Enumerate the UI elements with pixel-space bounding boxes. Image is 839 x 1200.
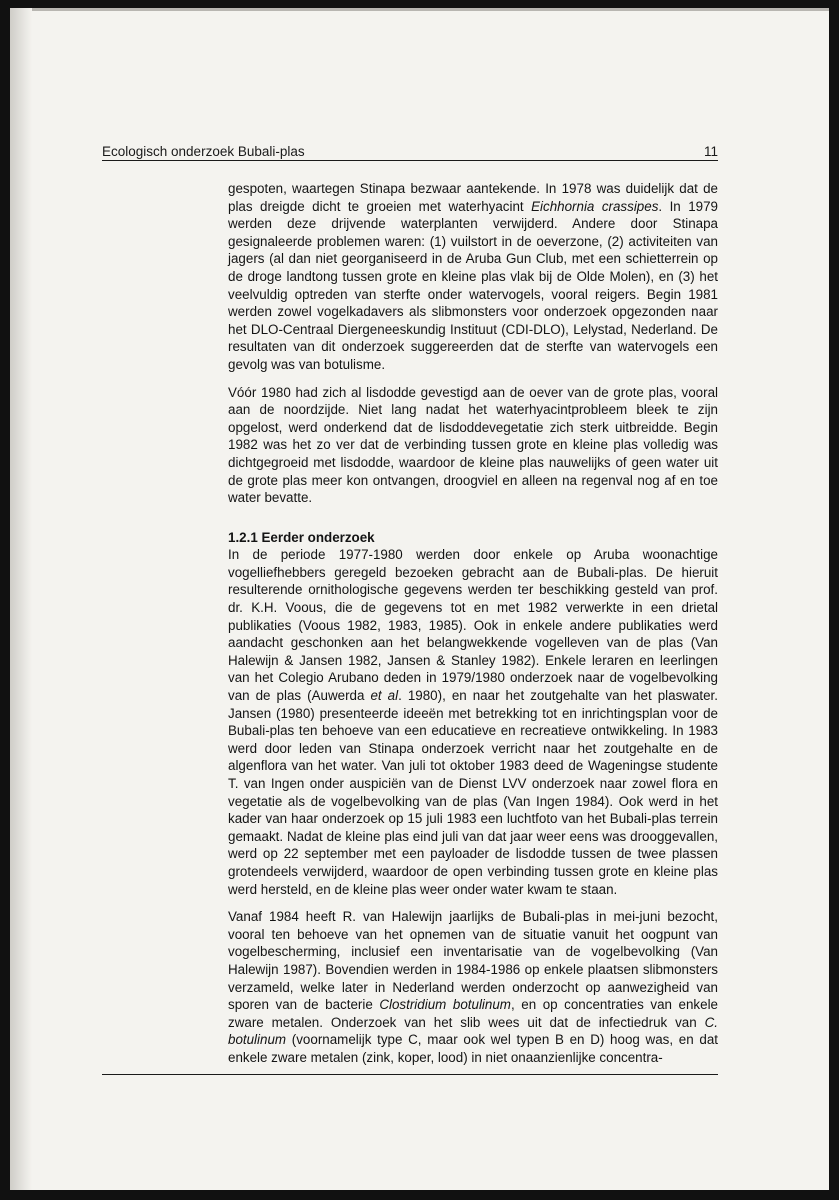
running-head — [102, 144, 718, 161]
binding-shadow — [10, 8, 32, 1190]
page-top-edge — [10, 8, 829, 11]
paragraph: gespoten, waartegen Stinapa bezwaar aantekende. In 1978 was duidelijk dat de plas dreigde dicht te groeien met waterhyacint Eichhornia crassipes. In 1979 werden deze drijvende waterplanten verwijderd. Andere door Stinapa gesignaleerde problemen waren: (1) vuilstort in de oeverzone, (2) activiteiten van jagers (al dan niet georganiseerd in de Aruba Gun Club, met een schietterrein op de droge landtong tussen grote en kleine plas vlak bij de Olde Molen), en (3) het veelvuldig optreden van sterfte onder watervogels, vooral reigers. Begin 1981 werden zowel vogelkadavers als slibmonsters voor onderzoek opgezonden naar het DLO-Centraal Diergeneeskundig Instituut (CDI-DLO), Lelystad, Nederland. De resultaten van dit onderzoek suggereerden dat de sterfte van watervogels een gevolg was van botulisme. — [228, 181, 718, 372]
section-heading: 1.2.1 Eerder onderzoek — [228, 529, 375, 545]
page-number: 11 — [703, 144, 718, 159]
document-page — [10, 8, 829, 1190]
footer-rule — [102, 1074, 718, 1075]
body-text — [228, 180, 718, 1077]
running-head-title: Ecologisch onderzoek Bubali-plas — [102, 144, 305, 159]
paragraph: Vanaf 1984 heeft R. van Halewijn jaarlijks de Bubali-plas in mei-juni bezocht, vooral ten behoeve van het opnemen van de situatie vanuit het oogpunt van vogelbescherming, inclusief een inventarisatie van de vogelbevolking (Van Halewijn 1987). Bovendien werden in 1984-1986 op enkele plaatsen slibmonsters verzameld, welke later in Nederland werden onderzocht op aanwezigheid van sporen van de bacterie Clostridium botulinum, en op concentraties van enkele zware metalen. Onderzoek van het slib wees uit dat de infectiedruk van C. botulinum (voornamelijk type C, maar ook wel typen B en D) hoog was, en dat enkele zware metalen (zink, koper, lood) in niet onaanzienlijke concentra- — [228, 909, 718, 1065]
paragraph: Vóór 1980 had zich al lisdodde gevestigd aan de oever van de grote plas, vooral aan de noordzijde. Niet lang nadat het waterhyacintprobleem bleek te zijn opgelost, werd onderkend dat de lisdoddevegetatie zich sterk uitbreidde. Begin 1982 was het zo ver dat de verbinding tussen grote en kleine plas volledig was dichtgegroeid met lisdodde, waardoor de kleine plas nauwelijks of geen water uit de grote plas meer kon ontvangen, droogviel en alleen na regenval nog af en toe water bevatte. — [228, 384, 718, 506]
paragraph: In de periode 1977-1980 werden door enkele op Aruba woonachtige vogelliefhebbers geregeld bezoeken gebracht aan de Bubali-plas. De hieruit resulterende ornithologische gegevens werden ter beschikking gesteld van prof. dr. K.H. Voous, die de gegevens tot en met 1982 verwerkte in een drietal publikaties (Voous 1982, 1983, 1985). Ook in enkele andere publikaties werd aandacht geschonken aan het belangwekkende vogelleven van de plas (Van Halewijn & Jansen 1982, Jansen & Stanley 1982). Enkele leraren en leerlingen van het Colegio Arubano deden in 1979/1980 onderzoek naar de vogelbevolking van de plas (Auwerda et al. 1980), en naar het zoutgehalte van het plaswater. Jansen (1980) presenteerde ideeën met betrekking tot en inrichtingsplan voor de Bubali-plas ten behoeve van een educatieve en recreatieve ontwikkeling. In 1983 werd door leden van Stinapa onderzoek verricht naar het zoutgehalte en de algenflora van het water. Van juli tot oktober 1983 deed de Wageningse studente T. van Ingen onder auspiciën van de Dienst LVV onderzoek naar zowel flora en vegetatie als de vogelbevolking van de plas (Van Ingen 1984). Ook werd in het kader van haar onderzoek op 15 juli 1983 een luchtfoto van het Bubali-plas terrein gemaakt. Nadat de kleine plas eind juli van dat jaar weer eens was drooggevallen, werd op 22 september met een payloader de lisdodde tussen de twee plassen grotendeels verwijderd, waardoor de open verbinding tussen grote en kleine plas werd hersteld, en de kleine plas weer onder water kwam te staan. — [228, 547, 718, 897]
